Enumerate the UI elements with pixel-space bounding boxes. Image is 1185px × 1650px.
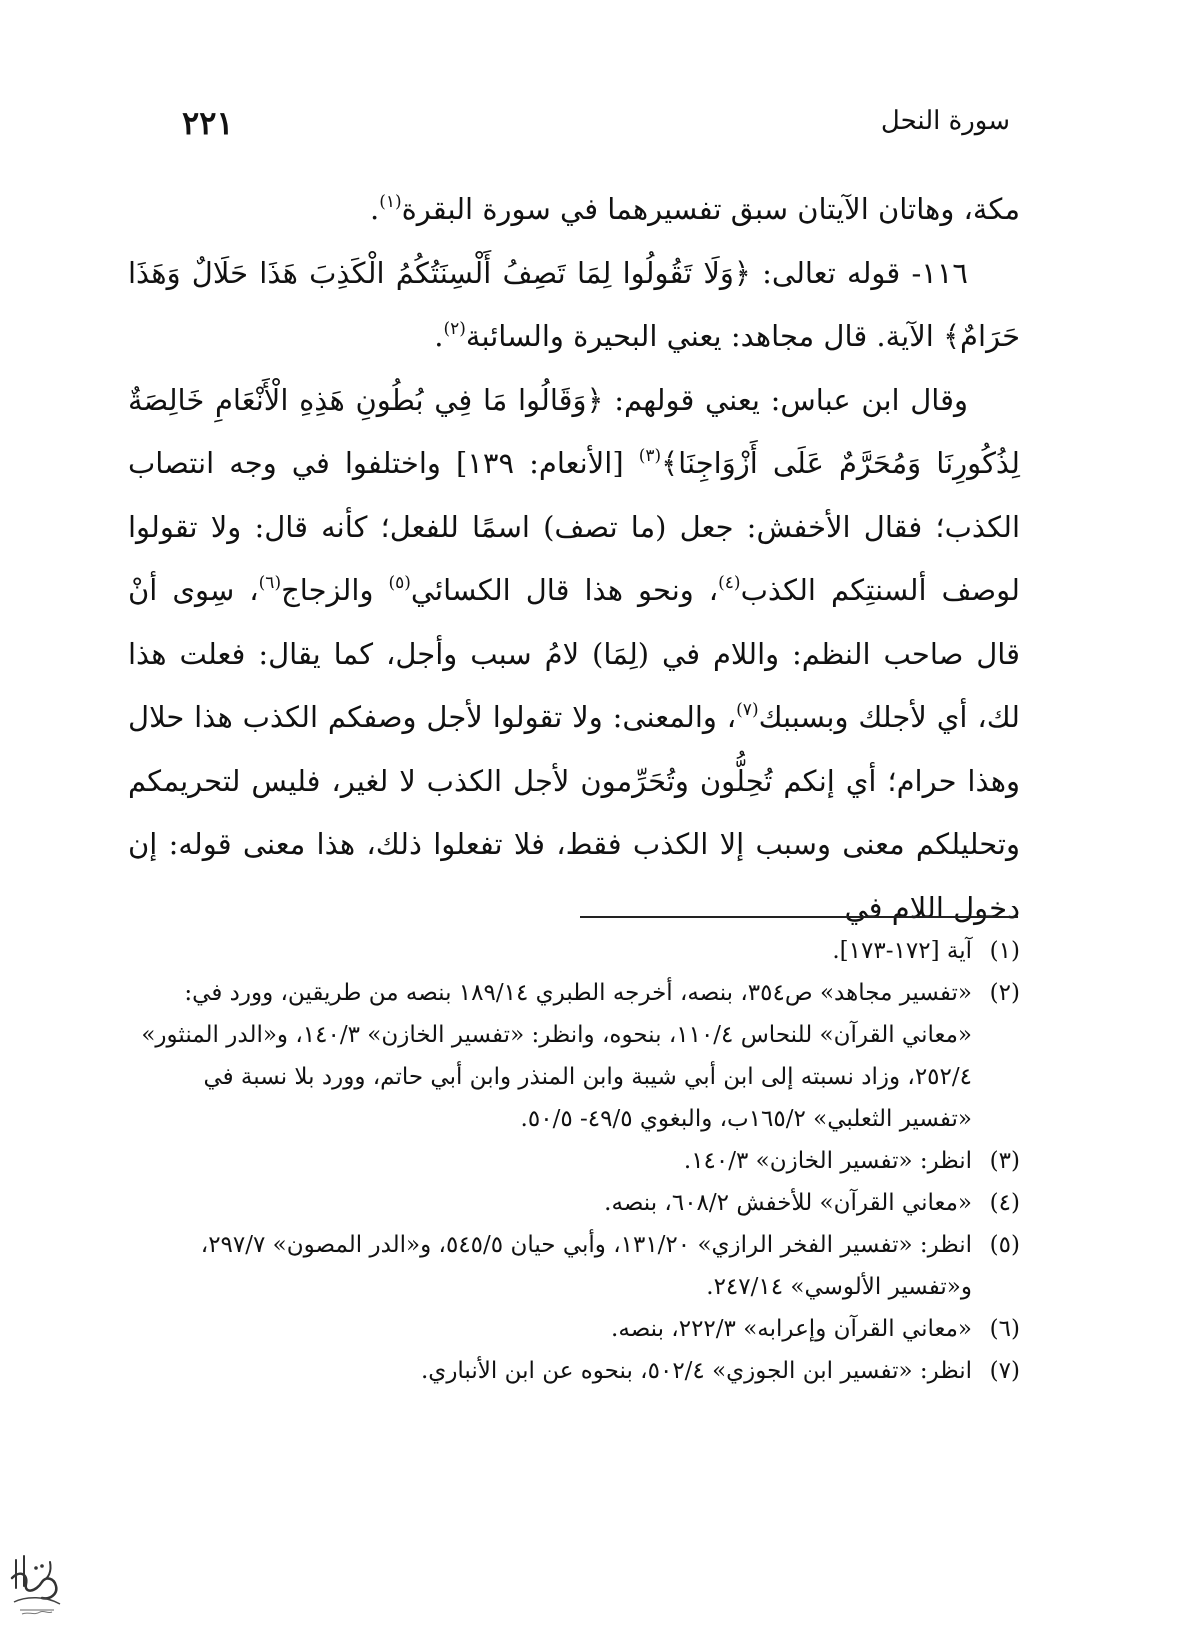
- footnote-ref-6: (٦): [258, 573, 282, 593]
- footnote-ref-3: (٣): [638, 446, 662, 466]
- paragraph-2: [128, 242, 1020, 369]
- p3-text-b: ، ونحو هذا قال الكسائي: [410, 573, 719, 607]
- p3-text-e: ، والمعنى: ولا تقولوا لأجل وصفكم الكذب هذا حلال وهذا حرام؛ أي إنكم تُحِلُّون وتُحَرِّمون لأجل الكذب لا لغير، فليس لتحريمكم وتحليلكم معنى وسبب إلا الكذب فقط، فلا تفعلوا ذلك، هذا معنى قوله: إن دخول اللام في: [128, 700, 1020, 925]
- footnote-number: (٦): [989, 1316, 1020, 1342]
- paragraph-1: [128, 178, 1020, 242]
- p3-text-c: والزجاج: [281, 573, 389, 607]
- footnote-number: (٥): [989, 1232, 1020, 1258]
- footnotes: [128, 930, 1020, 1392]
- footnote-number: (١): [989, 938, 1020, 964]
- p3-text-a: [الأنعام: ١٣٩] واختلفوا في وجه انتصاب الكذب؛ فقال الأخفش: جعل (ما تصف) اسمًا للفعل؛ كأنه قال: ولا تقولوا لوصف ألسنتِكم الكذب: [128, 446, 1020, 607]
- p1-end: .: [369, 192, 380, 226]
- p2-end: .: [434, 319, 444, 353]
- main-text: [128, 178, 1020, 940]
- footnote-3: [128, 1140, 1020, 1182]
- footnote-6: [128, 1308, 1020, 1350]
- footnote-ref-1: (١): [379, 192, 402, 212]
- footnote-ref-4: (٤): [718, 573, 741, 593]
- p2-lead: - قوله تعالى:: [750, 255, 922, 290]
- p1-text: مكة، وهاتان الآيتان سبق تفسيرهما في سورة البقرة: [401, 192, 1020, 226]
- footnote-text: «تفسير مجاهد» ص٣٥٤، بنصه، أخرجه الطبري ١٨٩/١٤ بنصه من طريقين، وورد في: «معاني القرآن» للنحاس ١١٠/٤، بنحوه، وانظر: «تفسير الخازن» ١٤٠/٣، و«الدر المنثور» ٢٥٢/٤، وزاد نسبته إلى ابن أبي شيبة وابن المنذر وابن أبي حاتم، وورد بلا نسبة في «تفسير الثعلبي» ١٦٥/٢ب، والبغوي ٤٩/٥- ٥٠/٥.: [141, 980, 972, 1132]
- footnote-number: (٢): [989, 980, 1020, 1006]
- footnote-text: «معاني القرآن» للأخفش ٦٠٨/٢، بنصه.: [604, 1190, 972, 1216]
- footnote-text: انظر: «تفسير الخازن» ١٤٠/٣.: [683, 1148, 972, 1174]
- footnote-2: [128, 972, 1020, 1140]
- footnote-text: انظر: «تفسير ابن الجوزي» ٥٠٢/٤، بنحوه عن ابن الأنباري.: [421, 1358, 972, 1384]
- footnote-ref-7: (٧): [736, 700, 759, 720]
- footnote-text: انظر: «تفسير الفخر الرازي» ١٣١/٢٠، وأبي حيان ٥٤٥/٥، و«الدر المصون» ٢٩٧/٧، و«تفسير الألوسي» ٢٤٧/١٤.: [200, 1232, 972, 1300]
- footnote-text: آية [١٧٢-١٧٣].: [832, 938, 972, 964]
- p3-lead: وقال ابن عباس: يعني قولهم:: [603, 382, 969, 417]
- publisher-logo: [6, 1548, 68, 1640]
- page-header: [170, 100, 1010, 150]
- footnote-number: (٧): [989, 1358, 1020, 1384]
- p3-text-d: ، سِوى أنْ قال صاحب النظم: واللام في (لِمَا) لامُ سبب وأجل، كما يقال: فعلت هذا لك، أي لأجلك وبسببك: [128, 573, 1020, 734]
- footnote-5: [128, 1224, 1020, 1308]
- footnote-ref-2: (٢): [443, 319, 466, 339]
- verse-number: ١١٦: [921, 255, 968, 290]
- footnote-text: «معاني القرآن وإعرابه» ٢٢٢/٣، بنصه.: [611, 1316, 972, 1342]
- footnote-separator: [580, 916, 1018, 918]
- chapter-title: سورة النحل: [880, 106, 1010, 136]
- footnote-ref-5: (٥): [388, 573, 411, 593]
- quran-quote-2: ﴿وَقَالُوا مَا فِي بُطُونِ هَذِهِ الْأَنْعَامِ خَالِصَةٌ لِذُكُورِنَا وَمُحَرَّمٌ عَلَى أَزْوَاجِنَا﴾: [128, 382, 1020, 480]
- footnote-1: [128, 930, 1020, 972]
- quran-quote-1: ﴿وَلَا تَقُولُوا لِمَا تَصِفُ أَلْسِنَتُكُمُ الْكَذِبَ هَذَا حَلَالٌ وَهَذَا حَرَامٌ﴾: [128, 255, 1020, 353]
- footnote-number: (٣): [989, 1148, 1020, 1174]
- footnote-7: [128, 1350, 1020, 1392]
- page-number: ٢٢١: [182, 104, 234, 142]
- paragraph-3: [128, 369, 1020, 941]
- calligraphy-logo-icon: [6, 1548, 68, 1640]
- footnote-4: [128, 1182, 1020, 1224]
- p2-mid: الآية. قال مجاهد: يعني البحيرة والسائبة: [465, 319, 944, 353]
- footnote-number: (٤): [989, 1190, 1020, 1216]
